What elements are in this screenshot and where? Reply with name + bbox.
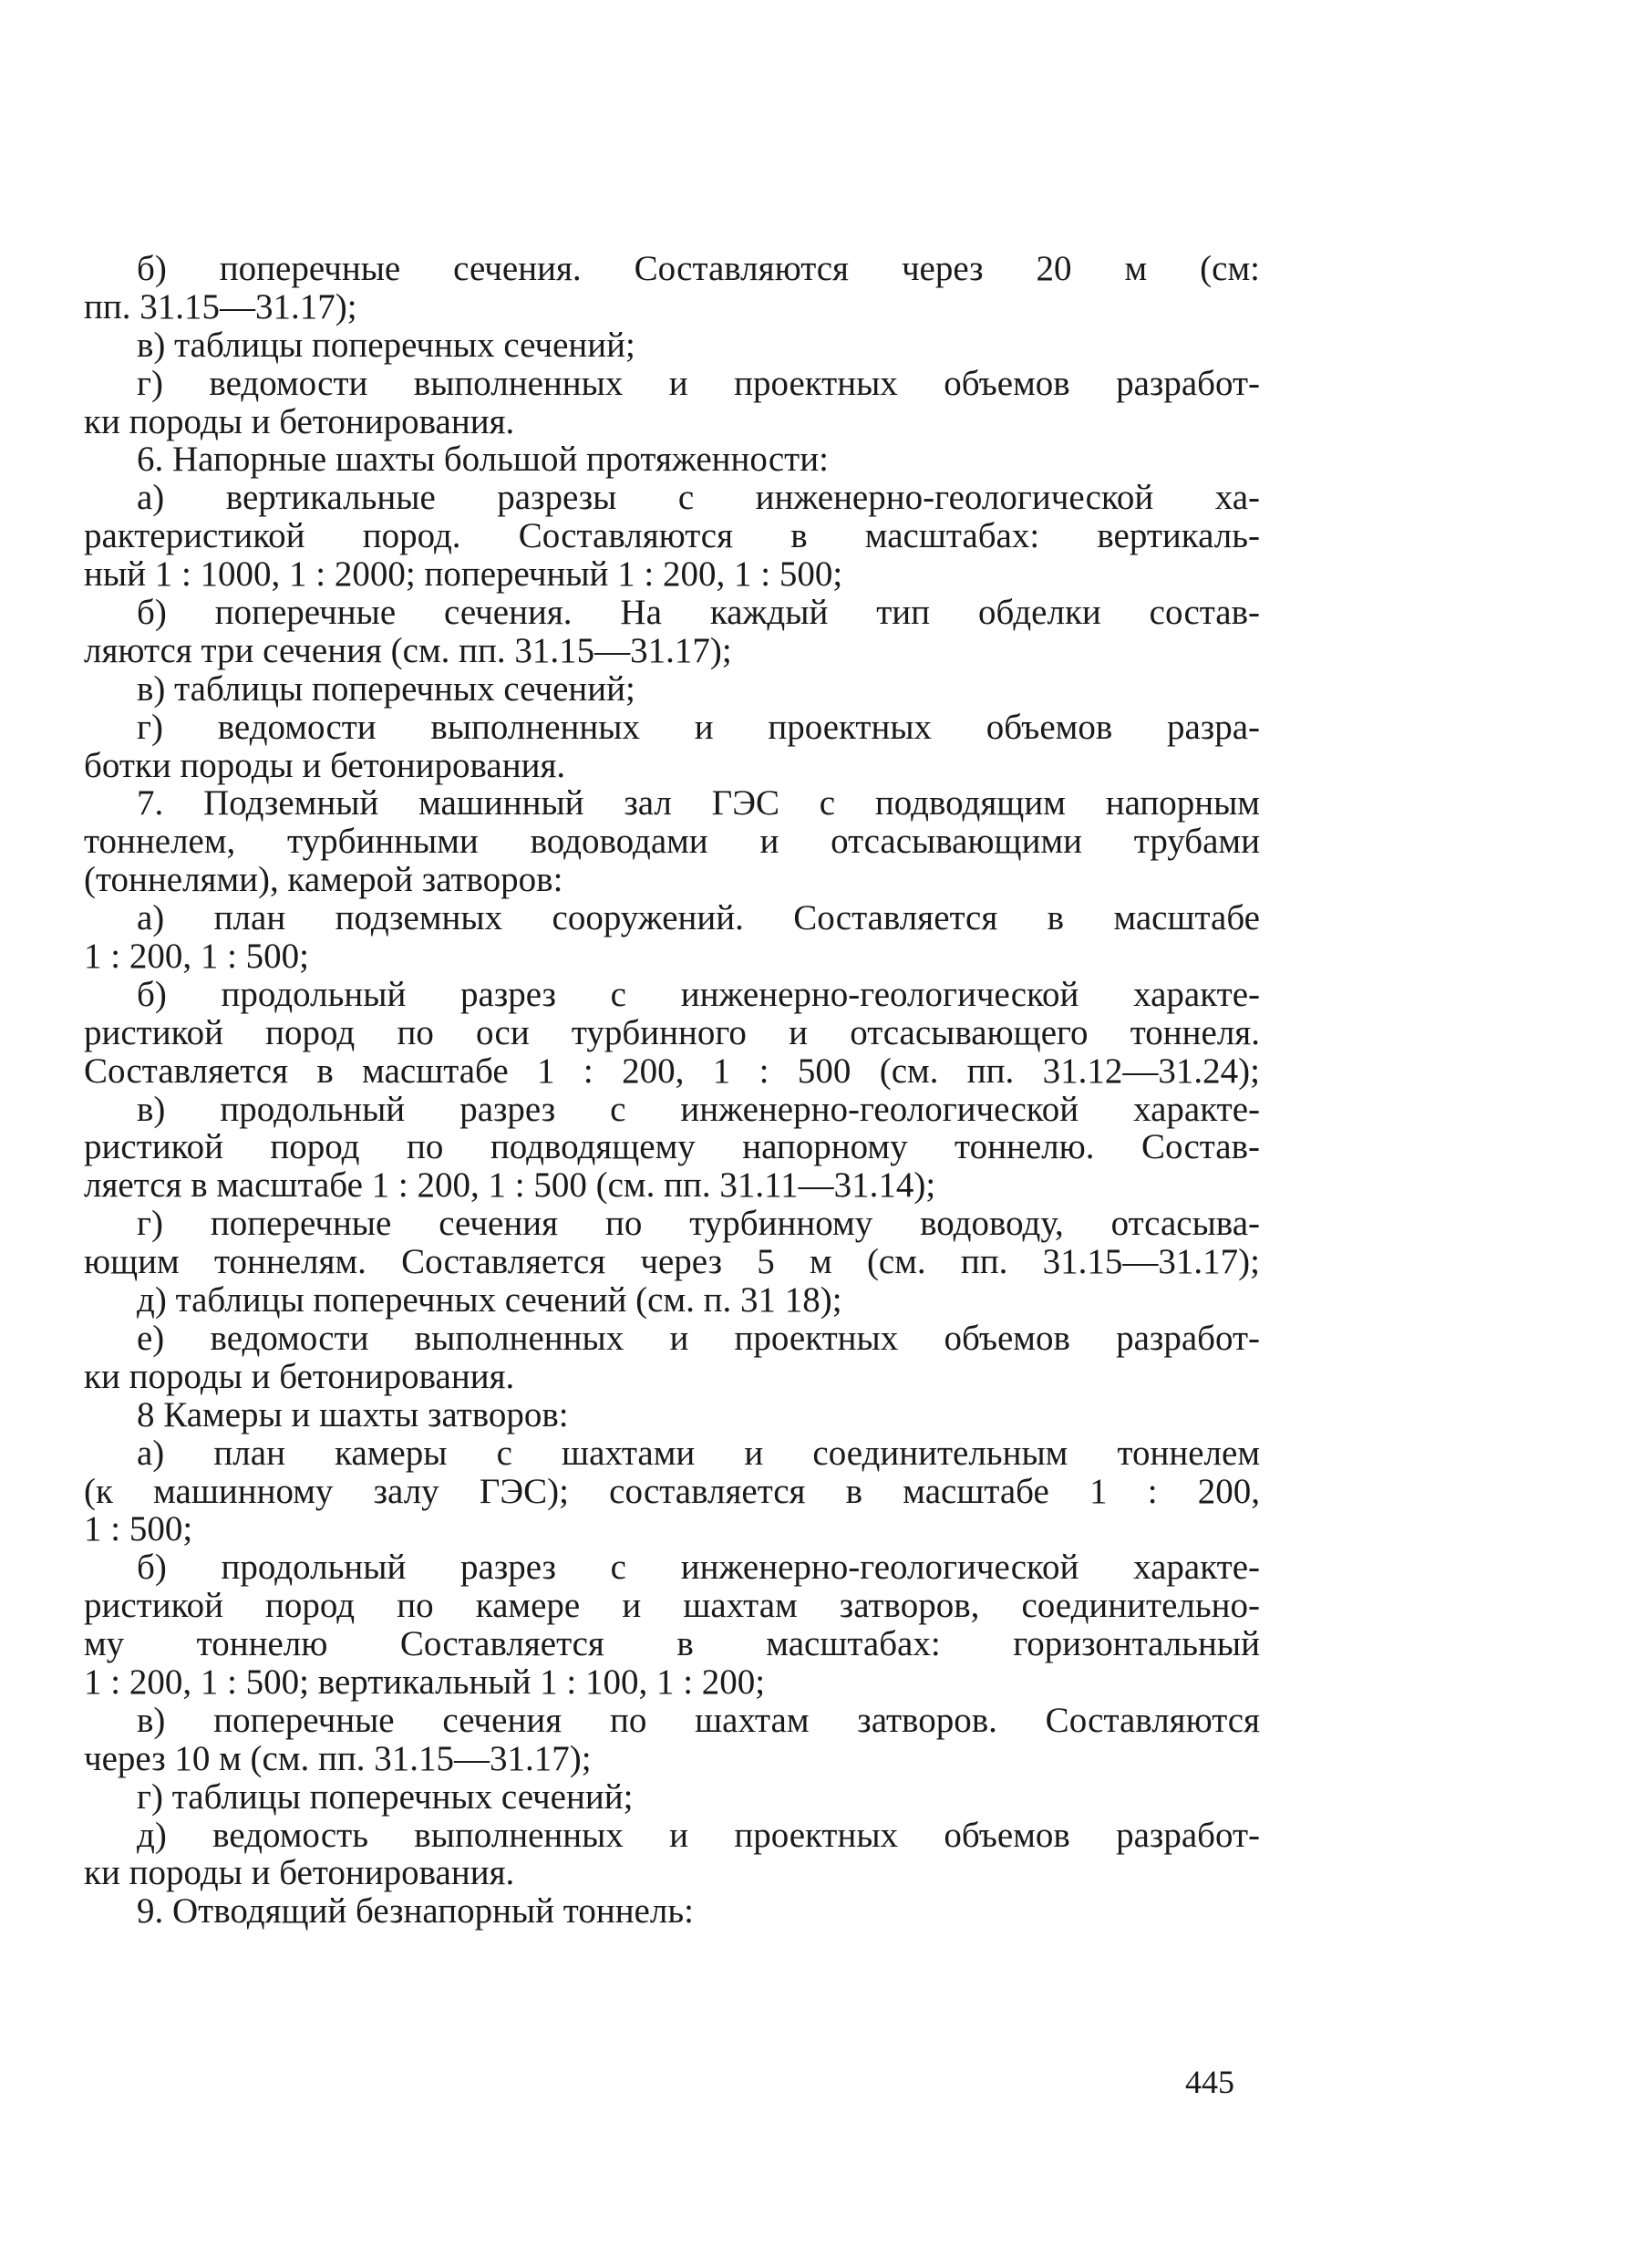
text-line: ки породы и бетонирования. bbox=[84, 401, 515, 441]
text-line: в) таблицы поперечных сечений; bbox=[137, 668, 635, 709]
text-line: (к машинному залу ГЭС); составляется в масштабе 1 : 200, bbox=[84, 1471, 1260, 1511]
text-line: ки породы и бетонирования. bbox=[84, 1853, 515, 1893]
page-number: 445 bbox=[1185, 2064, 1234, 2100]
text-line: ристикой пород по оси турбинного и отсасывающего тоннеля. bbox=[84, 1012, 1260, 1052]
text-line: Составляется в масштабе 1 : 200, 1 : 500 (см. пп. 31.12—31.24); bbox=[84, 1051, 1260, 1091]
text-line: 8 Камеры и шахты затворов: bbox=[137, 1394, 569, 1434]
text-line: ристикой пород по камере и шахтам затворов, соединительно- bbox=[84, 1586, 1260, 1626]
text-line: ки породы и бетонирования. bbox=[84, 1356, 515, 1396]
text-line: в) поперечные сечения по шахтам затворов. Составляются bbox=[137, 1700, 1260, 1740]
text-line: (тоннелями), камерой затворов: bbox=[84, 860, 563, 900]
text-line: г) ведомости выполненных и проектных объемов разработ- bbox=[137, 363, 1260, 403]
text-line: е) ведомости выполненных и проектных объемов разработ- bbox=[137, 1318, 1260, 1358]
text-line: в) продольный разрез с инженерно-геологической характе- bbox=[137, 1089, 1260, 1129]
text-line: 9. Отводящий безнапорный тоннель: bbox=[137, 1891, 694, 1931]
text-line: д) таблицы поперечных сечений (см. п. 31 18); bbox=[137, 1280, 842, 1320]
text-line: ристикой пород по подводящему напорному тоннелю. Состав- bbox=[84, 1127, 1260, 1167]
text-line: через 10 м (см. пп. 31.15—31.17); bbox=[84, 1738, 592, 1778]
text-line: рактеристикой пород. Составляются в масштабах: вертикаль- bbox=[84, 516, 1260, 556]
text-line: пп. 31.15—31.17); bbox=[84, 286, 357, 326]
text-line: б) поперечные сечения. На каждый тип обделки состав- bbox=[137, 593, 1260, 633]
text-line: тоннелем, турбинными водоводами и отсасывающими трубами bbox=[84, 822, 1260, 862]
text-line: ляется в масштабе 1 : 200, 1 : 500 (см. пп. 31.11—31.14); bbox=[84, 1165, 936, 1206]
text-line: 7. Подземный машинный зал ГЭС с подводящим напорным bbox=[137, 783, 1260, 823]
text-line: 1 : 200, 1 : 500; вертикальный 1 : 100, 1 : 200; bbox=[84, 1662, 766, 1702]
text-line: ляются три сечения (см. пп. 31.15—31.17); bbox=[84, 630, 732, 670]
text-line: ющим тоннелям. Составляется через 5 м (см. пп. 31.15—31.17); bbox=[84, 1242, 1260, 1282]
text-line: а) план подземных сооружений. Составляется в масштабе bbox=[137, 898, 1260, 938]
text-line: му тоннелю Составляется в масштабах: горизонтальный bbox=[84, 1624, 1260, 1664]
text-line: 1 : 500; bbox=[84, 1509, 193, 1549]
text-line: ный 1 : 1000, 1 : 2000; поперечный 1 : 200, 1 : 500; bbox=[84, 554, 843, 595]
text-line: б) продольный разрез с инженерно-геологической характе- bbox=[137, 974, 1260, 1014]
text-line: 6. Напорные шахты большой протяженности: bbox=[137, 440, 829, 480]
text-line: а) вертикальные разрезы с инженерно-геологической ха- bbox=[137, 478, 1260, 518]
text-line: в) таблицы поперечных сечений; bbox=[137, 325, 635, 365]
document-page bbox=[84, 250, 1260, 1931]
text-line: г) ведомости выполненных и проектных объемов разра- bbox=[137, 707, 1260, 747]
text-line: д) ведомость выполненных и проектных объемов разработ- bbox=[137, 1815, 1260, 1855]
text-line: б) поперечные сечения. Составляются через 20 м (см: bbox=[137, 249, 1260, 288]
text-line: 1 : 200, 1 : 500; bbox=[84, 937, 310, 977]
text-line: г) поперечные сечения по турбинному водоводу, отсасыва- bbox=[137, 1204, 1260, 1244]
text-line: а) план камеры с шахтами и соединительным тоннелем bbox=[137, 1433, 1260, 1473]
text-line: б) продольный разрез с инженерно-геологической характе- bbox=[137, 1548, 1260, 1588]
text-line: ботки породы и бетонирования. bbox=[84, 745, 566, 785]
text-line: г) таблицы поперечных сечений; bbox=[137, 1776, 634, 1817]
